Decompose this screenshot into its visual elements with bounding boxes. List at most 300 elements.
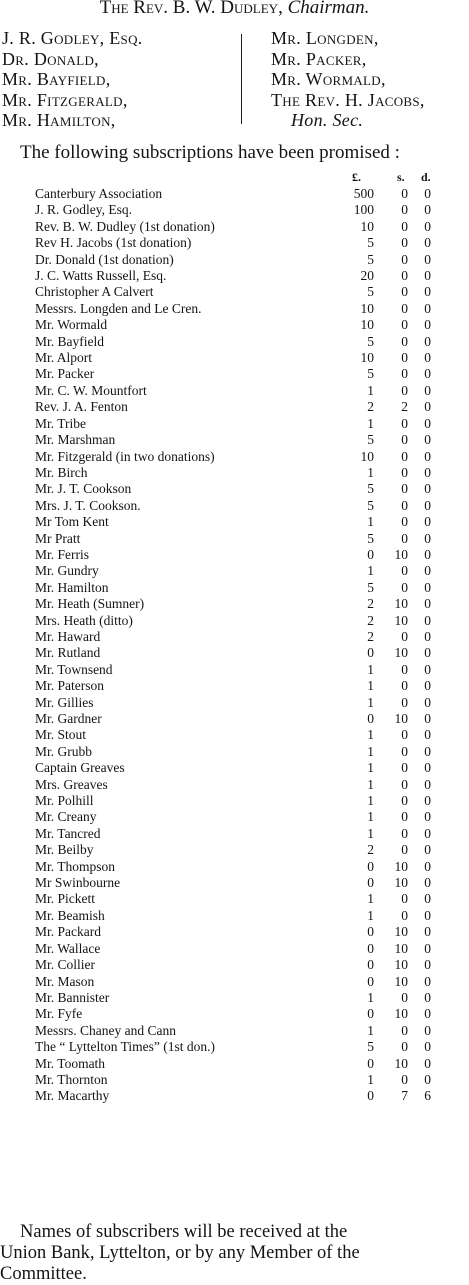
- subscriptions-list: [0, 186, 469, 1105]
- subscriber-name: Canterbury Association: [35, 186, 163, 201]
- pence-value: 6: [424, 1088, 431, 1104]
- subscriber-name: Mr. Tribe: [35, 415, 87, 431]
- subscription-row: [0, 514, 469, 530]
- pounds-value: 1: [367, 1071, 374, 1087]
- shillings-value: 0: [401, 760, 408, 776]
- subscriber-name: Mr. Gundry: [35, 563, 99, 579]
- shillings-value: 0: [401, 809, 408, 825]
- chairman-role: Chairman.: [287, 0, 370, 18]
- subscriber-name: Mrs. J. T. Cookson.: [35, 497, 141, 513]
- shillings-header: s.: [397, 170, 405, 184]
- subscription-row: [0, 711, 469, 727]
- pence-value: 0: [424, 760, 431, 776]
- pounds-value: 5: [367, 497, 374, 513]
- shillings-value: 0: [401, 497, 408, 513]
- shillings-value: 10: [394, 1055, 408, 1071]
- pence-value: 0: [424, 1071, 431, 1087]
- shillings-value: 0: [401, 448, 408, 464]
- subscription-row: [0, 760, 469, 776]
- pence-value: 0: [424, 464, 431, 480]
- pounds-value: 1: [367, 514, 374, 530]
- pence-value: 0: [424, 596, 431, 612]
- pounds-value: 20: [360, 268, 374, 284]
- subscriber-name: Mr. Alport: [35, 350, 93, 366]
- shillings-value: 0: [401, 218, 408, 234]
- shillings-value: 0: [401, 989, 408, 1005]
- pounds-value: 10: [360, 300, 374, 316]
- subscriber-name: Mr. Pickett: [35, 891, 95, 907]
- pounds-value: 2: [367, 399, 374, 415]
- subscription-row: [0, 1023, 469, 1039]
- pence-value: 0: [424, 514, 431, 530]
- shillings-value: 0: [401, 678, 408, 694]
- shillings-value: 0: [401, 333, 408, 349]
- committee-member: J. R. Godley, Esq.: [2, 28, 143, 48]
- subscriber-name: Mr. Hamilton: [35, 579, 109, 595]
- pounds-value: 0: [367, 940, 374, 956]
- pence-value: 0: [424, 1039, 431, 1055]
- subscriber-name: Mr. Haward: [35, 628, 101, 644]
- shillings-value: 0: [401, 1039, 408, 1055]
- pence-value: 0: [424, 924, 431, 940]
- committee-member: Mr. Bayfield,: [2, 69, 111, 89]
- subscriber-name: Christopher A Calvert: [35, 284, 154, 300]
- pounds-value: 1: [367, 678, 374, 694]
- pounds-value: 0: [367, 546, 374, 562]
- subscription-row: [0, 465, 469, 481]
- shillings-value: 10: [394, 957, 408, 973]
- subscriber-name: Mr. Fyfe: [35, 1006, 83, 1022]
- shillings-value: 0: [401, 202, 408, 218]
- shillings-value: 0: [401, 891, 408, 907]
- footer-line: Union Bank, Lyttelton, or by any Member of the: [0, 1243, 360, 1263]
- pounds-value: 1: [367, 415, 374, 431]
- subscription-row: [0, 317, 469, 333]
- pounds-value: 0: [367, 711, 374, 726]
- shillings-value: 0: [401, 300, 408, 316]
- subscription-row: [0, 1056, 469, 1072]
- subscriber-name: Rev. B. W. Dudley (1st donation): [35, 218, 215, 234]
- pounds-value: 0: [367, 973, 374, 989]
- shillings-value: 0: [401, 415, 408, 431]
- subscriber-name: Mr. Mason: [35, 973, 95, 989]
- subscription-row: [0, 383, 469, 399]
- shillings-value: 0: [401, 694, 408, 710]
- pence-value: 0: [424, 300, 431, 316]
- committee-member: Mr. Hamilton,: [2, 110, 116, 130]
- pence-value: 0: [424, 432, 431, 448]
- subscription-row: [0, 941, 469, 957]
- shillings-value: 10: [394, 546, 408, 562]
- shillings-value: 0: [401, 432, 408, 448]
- shillings-value: 10: [394, 940, 408, 956]
- footer-line: Names of subscribers will be received at the: [20, 1222, 348, 1242]
- pounds-value: 100: [353, 202, 374, 218]
- subscriber-name: Mr. Packer: [35, 366, 95, 382]
- pence-value: 0: [424, 793, 431, 809]
- subscriber-name: Mr. Wormald: [35, 317, 108, 333]
- pounds-value: 0: [367, 957, 374, 973]
- pence-value: 0: [424, 251, 431, 267]
- shillings-value: 0: [401, 907, 408, 923]
- subscriber-name: Dr. Donald (1st donation): [35, 251, 174, 267]
- committee-member: The Rev. H. Jacobs,: [271, 89, 425, 110]
- shillings-value: 0: [401, 1071, 408, 1087]
- column-divider: [241, 34, 242, 124]
- subscription-row: [0, 859, 469, 875]
- pounds-value: 10: [360, 448, 374, 464]
- pounds-value: 1: [367, 694, 374, 710]
- subscription-row: [0, 1072, 469, 1088]
- pence-value: 0: [424, 1006, 431, 1022]
- committee-list: [0, 28, 469, 132]
- shillings-value: 0: [401, 825, 408, 841]
- subscription-row: [0, 334, 469, 350]
- pounds-value: 5: [367, 579, 374, 595]
- subscriber-name: Mr. Macarthy: [35, 1088, 110, 1104]
- pence-header: d.: [421, 170, 431, 184]
- subscriptions-intro: The following subscriptions have been promised :: [20, 142, 400, 163]
- pounds-value: 1: [367, 793, 374, 809]
- subscription-row: [0, 399, 469, 415]
- subscriber-name: Mr. Beamish: [35, 907, 105, 923]
- subscription-row: [0, 498, 469, 514]
- subscription-row: [0, 350, 469, 366]
- pence-value: 0: [424, 612, 431, 628]
- pounds-value: 5: [367, 235, 374, 251]
- subscription-row: [0, 219, 469, 235]
- subscription-row: [0, 252, 469, 268]
- pounds-value: 1: [367, 809, 374, 825]
- shillings-value: 0: [401, 579, 408, 595]
- subscriber-name: Mrs. Heath (ditto): [35, 612, 133, 628]
- pounds-value: 1: [367, 776, 374, 792]
- pence-value: 0: [424, 579, 431, 595]
- shillings-value: 0: [401, 727, 408, 743]
- pounds-value: 0: [367, 924, 374, 940]
- shillings-value: 0: [401, 530, 408, 546]
- pounds-value: 1: [367, 661, 374, 677]
- pounds-value: 5: [367, 1039, 374, 1055]
- subscription-row: [0, 613, 469, 629]
- subscriber-name: Rev H. Jacobs (1st donation): [35, 235, 192, 251]
- pence-value: 0: [424, 481, 431, 497]
- subscriber-name: Mr. Gillies: [35, 694, 94, 710]
- subscriber-name: Mr. Thornton: [35, 1071, 108, 1087]
- pounds-value: 1: [367, 825, 374, 841]
- shillings-value: 0: [401, 776, 408, 792]
- committee-member: Mr. Longden,: [271, 28, 379, 48]
- pence-value: 0: [424, 448, 431, 464]
- subscription-row: [0, 235, 469, 251]
- shillings-value: 0: [401, 628, 408, 644]
- shillings-value: 0: [401, 366, 408, 382]
- subscription-row: [0, 563, 469, 579]
- subscription-row: [0, 809, 469, 825]
- pounds-value: 5: [367, 333, 374, 349]
- pounds-value: 10: [360, 317, 374, 333]
- pounds-value: 1: [367, 891, 374, 907]
- shillings-value: 10: [394, 924, 408, 940]
- subscriber-name: Mr. Tancred: [35, 825, 101, 841]
- pence-value: 0: [424, 661, 431, 677]
- pence-value: 0: [424, 1055, 431, 1071]
- subscription-row: [0, 186, 469, 202]
- pounds-value: 1: [367, 760, 374, 776]
- committee-member: Mr. Wormald,: [271, 69, 386, 89]
- subscriber-name: J. R. Godley, Esq.: [35, 202, 132, 218]
- shillings-value: 10: [394, 875, 408, 891]
- pounds-value: 2: [367, 612, 374, 628]
- subscriber-name: Mr Pratt: [35, 530, 81, 546]
- pounds-value: 2: [367, 628, 374, 644]
- shillings-value: 2: [401, 399, 408, 415]
- subscriber-name: J. C. Watts Russell, Esq.: [35, 268, 167, 284]
- pence-value: 0: [424, 202, 431, 218]
- footer-line: Committee.: [0, 1264, 87, 1284]
- pence-value: 0: [424, 563, 431, 579]
- pounds-value: 1: [367, 743, 374, 759]
- subscriber-name: Mr. C. W. Mountfort: [35, 382, 147, 398]
- subscription-row: [0, 842, 469, 858]
- pence-value: 0: [424, 858, 431, 874]
- committee-member: Dr. Donald,: [2, 48, 99, 69]
- shillings-value: 7: [401, 1088, 408, 1104]
- pounds-value: 5: [367, 284, 374, 300]
- pence-value: 0: [424, 875, 431, 891]
- subscriber-name: Mr. Wallace: [35, 940, 101, 956]
- subscription-row: [0, 695, 469, 711]
- subscription-row: [0, 974, 469, 990]
- pounds-value: 0: [367, 875, 374, 891]
- shillings-value: 0: [401, 186, 408, 201]
- subscriber-name: Mr. Bannister: [35, 989, 110, 1005]
- pence-value: 0: [424, 268, 431, 284]
- shillings-value: 0: [401, 842, 408, 858]
- shillings-value: 0: [401, 251, 408, 267]
- pounds-value: 1: [367, 727, 374, 743]
- subscription-row: [0, 957, 469, 973]
- pence-value: 0: [424, 284, 431, 300]
- shillings-value: 0: [401, 1022, 408, 1038]
- shillings-value: 0: [401, 514, 408, 530]
- pence-value: 0: [424, 350, 431, 366]
- shillings-value: 10: [394, 858, 408, 874]
- subscription-row: [0, 826, 469, 842]
- subscriber-name: Mr. Fitzgerald (in two donations): [35, 448, 215, 464]
- pence-value: 0: [424, 1022, 431, 1038]
- pounds-value: 5: [367, 481, 374, 497]
- pence-value: 0: [424, 776, 431, 792]
- pounds-value: 5: [367, 530, 374, 546]
- pounds-value: 1: [367, 382, 374, 398]
- pence-value: 0: [424, 842, 431, 858]
- pence-value: 0: [424, 694, 431, 710]
- pence-value: 0: [424, 546, 431, 562]
- subscriber-name: Mr. Rutland: [35, 645, 101, 661]
- pounds-value: 1: [367, 1022, 374, 1038]
- subscription-row: [0, 547, 469, 563]
- shillings-value: 10: [394, 1006, 408, 1022]
- subscriber-name: Mr. Bayfield: [35, 333, 104, 349]
- shillings-value: 0: [401, 235, 408, 251]
- pounds-value: 1: [367, 989, 374, 1005]
- shillings-value: 10: [394, 711, 408, 726]
- shillings-value: 0: [401, 793, 408, 809]
- subscription-row: [0, 449, 469, 465]
- shillings-value: 0: [401, 268, 408, 284]
- currency-header: [0, 170, 469, 186]
- subscription-row: [0, 580, 469, 596]
- shillings-value: 0: [401, 743, 408, 759]
- shillings-value: 10: [394, 973, 408, 989]
- pounds-value: 1: [367, 563, 374, 579]
- subscription-row: [0, 432, 469, 448]
- subscription-row: [0, 1088, 469, 1104]
- pounds-value: 500: [353, 186, 374, 201]
- subscription-row: [0, 793, 469, 809]
- pence-value: 0: [424, 497, 431, 513]
- subscriber-name: Mr. Ferris: [35, 546, 89, 562]
- footer-notice: [0, 1222, 469, 1285]
- pence-value: 0: [424, 530, 431, 546]
- subscription-row: [0, 629, 469, 645]
- subscriber-name: Mr. Beilby: [35, 842, 94, 858]
- subscription-row: [0, 1039, 469, 1055]
- subscription-row: [0, 416, 469, 432]
- pounds-value: 1: [367, 907, 374, 923]
- subscriber-name: Mr. Creany: [35, 809, 97, 825]
- subscriber-name: Messrs. Longden and Le Cren.: [35, 300, 202, 316]
- pence-value: 0: [424, 218, 431, 234]
- shillings-value: 0: [401, 284, 408, 300]
- subscriber-name: Mr Swinbourne: [35, 875, 121, 891]
- subscription-row: [0, 875, 469, 891]
- pounds-value: 0: [367, 1055, 374, 1071]
- subscription-row: [0, 744, 469, 760]
- subscriber-name: Mr. Paterson: [35, 678, 104, 694]
- pence-value: 0: [424, 186, 431, 201]
- hon-sec-label: Hon. Sec.: [291, 110, 364, 130]
- pence-value: 0: [424, 415, 431, 431]
- subscriber-name: Mrs. Greaves: [35, 776, 108, 792]
- subscriber-name: Messrs. Chaney and Cann: [35, 1022, 176, 1038]
- subscriber-name: Mr. Packard: [35, 924, 101, 940]
- subscriber-name: Mr. Collier: [35, 957, 95, 973]
- pounds-value: 10: [360, 218, 374, 234]
- shillings-value: 0: [401, 464, 408, 480]
- pounds-value: 0: [367, 1088, 374, 1104]
- subscriber-name: Mr. Toomath: [35, 1055, 106, 1071]
- committee-member: Mr. Fitzgerald,: [2, 89, 128, 110]
- committee-right-column: [271, 28, 425, 131]
- pence-value: 0: [424, 317, 431, 333]
- subscriber-name: Mr. Stout: [35, 727, 87, 743]
- subscription-row: [0, 924, 469, 940]
- pence-value: 0: [424, 825, 431, 841]
- shillings-value: 0: [401, 563, 408, 579]
- subscription-row: [0, 777, 469, 793]
- subscription-row: [0, 268, 469, 284]
- subscriber-name: Mr. Gardner: [35, 711, 102, 726]
- pounds-value: 2: [367, 842, 374, 858]
- shillings-value: 10: [394, 612, 408, 628]
- subscription-row: [0, 1006, 469, 1022]
- subscriber-name: The “ Lyttelton Times” (1st don.): [35, 1039, 215, 1055]
- subscription-row: [0, 481, 469, 497]
- subscription-row: [0, 531, 469, 547]
- pence-value: 0: [424, 727, 431, 743]
- subscription-row: [0, 645, 469, 661]
- pence-value: 0: [424, 235, 431, 251]
- pence-value: 0: [424, 382, 431, 398]
- subscriber-name: Rev. J. A. Fenton: [35, 399, 128, 415]
- chairman-name: The Rev. B. W. Dudley,: [99, 0, 283, 18]
- subscriber-name: Mr. Marshman: [35, 432, 116, 448]
- pence-value: 0: [424, 333, 431, 349]
- shillings-value: 0: [401, 661, 408, 677]
- shillings-value: 0: [401, 481, 408, 497]
- subscriber-name: Mr Tom Kent: [35, 514, 109, 530]
- committee-left-column: [2, 28, 143, 131]
- pence-value: 0: [424, 957, 431, 973]
- subscription-row: [0, 662, 469, 678]
- subscriber-name: Mr. Polhill: [35, 793, 94, 809]
- shillings-value: 0: [401, 382, 408, 398]
- pence-value: 0: [424, 645, 431, 661]
- subscription-row: [0, 990, 469, 1006]
- pence-value: 0: [424, 973, 431, 989]
- pounds-value: 5: [367, 432, 374, 448]
- subscription-row: [0, 596, 469, 612]
- subscriber-name: Mr. Grubb: [35, 743, 92, 759]
- pence-value: 0: [424, 399, 431, 415]
- pounds-value: 10: [360, 350, 374, 366]
- pence-value: 0: [424, 891, 431, 907]
- pounds-value: 0: [367, 1006, 374, 1022]
- pounds-value: 1: [367, 464, 374, 480]
- pence-value: 0: [424, 743, 431, 759]
- pence-value: 0: [424, 809, 431, 825]
- pounds-value: 2: [367, 596, 374, 612]
- subscriber-name: Mr. Heath (Sumner): [35, 596, 145, 612]
- subscriber-name: Mr. Townsend: [35, 661, 113, 677]
- subscription-row: [0, 301, 469, 317]
- pence-value: 0: [424, 907, 431, 923]
- shillings-value: 10: [394, 645, 408, 661]
- subscriber-name: Mr. J. T. Cookson: [35, 481, 132, 497]
- pence-value: 0: [424, 366, 431, 382]
- pence-value: 0: [424, 711, 431, 726]
- subscription-row: [0, 908, 469, 924]
- shillings-value: 0: [401, 350, 408, 366]
- subscription-row: [0, 202, 469, 218]
- subscriber-name: Captain Greaves: [35, 760, 125, 776]
- shillings-value: 10: [394, 596, 408, 612]
- chairman-line: [0, 0, 469, 21]
- pence-value: 0: [424, 628, 431, 644]
- subscription-row: [0, 891, 469, 907]
- subscription-row: [0, 678, 469, 694]
- subscription-row: [0, 366, 469, 382]
- subscriber-name: Mr. Thompson: [35, 858, 116, 874]
- subscription-row: [0, 727, 469, 743]
- shillings-value: 0: [401, 317, 408, 333]
- pence-value: 0: [424, 940, 431, 956]
- pence-value: 0: [424, 678, 431, 694]
- pounds-value: 5: [367, 251, 374, 267]
- pence-value: 0: [424, 989, 431, 1005]
